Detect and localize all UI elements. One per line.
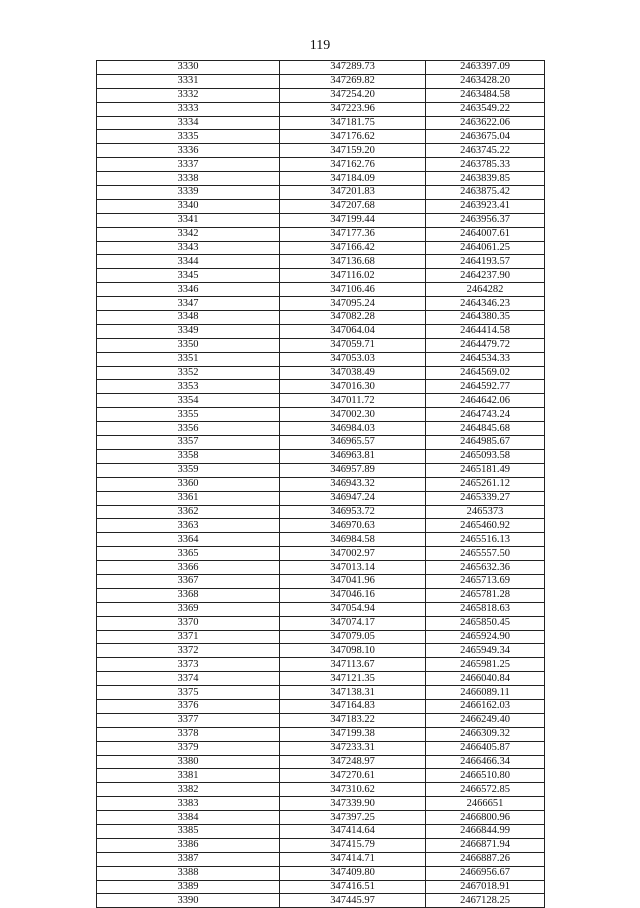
x-coordinate-cell: 347199.38 [280,727,426,741]
y-coordinate-cell: 2464346.23 [426,297,545,311]
x-coordinate-cell: 346943.32 [280,477,426,491]
point-number-cell: 3338 [97,172,280,186]
table-row [97,380,545,394]
table-row [97,699,545,713]
table-row [97,574,545,588]
y-coordinate-cell: 2464414.58 [426,324,545,338]
x-coordinate-cell: 347310.62 [280,783,426,797]
table-row [97,755,545,769]
y-coordinate-cell: 2464743.24 [426,408,545,422]
point-number-cell: 3342 [97,227,280,241]
point-number-cell: 3380 [97,755,280,769]
x-coordinate-cell: 347184.09 [280,172,426,186]
table-row [97,713,545,727]
x-coordinate-cell: 347002.97 [280,547,426,561]
y-coordinate-cell: 2466040.84 [426,672,545,686]
table-row [97,616,545,630]
x-coordinate-cell: 347397.25 [280,811,426,825]
table-row [97,852,545,866]
x-coordinate-cell: 347053.03 [280,352,426,366]
point-number-cell: 3373 [97,658,280,672]
x-coordinate-cell: 347254.20 [280,88,426,102]
point-number-cell: 3383 [97,797,280,811]
y-coordinate-cell: 2466871.94 [426,838,545,852]
point-number-cell: 3344 [97,255,280,269]
table-row [97,838,545,852]
x-coordinate-cell: 347162.76 [280,158,426,172]
point-number-cell: 3388 [97,866,280,880]
table-row [97,644,545,658]
point-number-cell: 3345 [97,269,280,283]
x-coordinate-cell: 346947.24 [280,491,426,505]
point-number-cell: 3330 [97,61,280,75]
table-row [97,547,545,561]
point-number-cell: 3389 [97,880,280,894]
point-number-cell: 3347 [97,297,280,311]
table-row [97,533,545,547]
y-coordinate-cell: 2464380.35 [426,311,545,325]
y-coordinate-cell: 2464534.33 [426,352,545,366]
x-coordinate-cell: 347166.42 [280,241,426,255]
y-coordinate-cell: 2465713.69 [426,574,545,588]
table-row [97,588,545,602]
point-number-cell: 3370 [97,616,280,630]
x-coordinate-cell: 347270.61 [280,769,426,783]
x-coordinate-cell: 347011.72 [280,394,426,408]
page-number: 119 [309,38,331,53]
table-row [97,491,545,505]
y-coordinate-cell: 2466466.34 [426,755,545,769]
table-row [97,311,545,325]
x-coordinate-cell: 346970.63 [280,519,426,533]
point-number-cell: 3333 [97,102,280,116]
table-row [97,88,545,102]
point-number-cell: 3340 [97,199,280,213]
table-row [97,686,545,700]
y-coordinate-cell: 2465924.90 [426,630,545,644]
point-number-cell: 3369 [97,602,280,616]
table-row [97,519,545,533]
point-number-cell: 3378 [97,727,280,741]
table-row [97,894,545,908]
y-coordinate-cell: 2465557.50 [426,547,545,561]
x-coordinate-cell: 346963.81 [280,449,426,463]
point-number-cell: 3349 [97,324,280,338]
point-number-cell: 3358 [97,449,280,463]
y-coordinate-cell: 2465949.34 [426,644,545,658]
x-coordinate-cell: 346957.89 [280,463,426,477]
point-number-cell: 3355 [97,408,280,422]
table-row [97,199,545,213]
point-number-cell: 3361 [97,491,280,505]
x-coordinate-cell: 347098.10 [280,644,426,658]
point-number-cell: 3390 [97,894,280,908]
y-coordinate-cell: 2463923.41 [426,199,545,213]
point-number-cell: 3350 [97,338,280,352]
y-coordinate-cell: 2465516.13 [426,533,545,547]
x-coordinate-cell: 346984.03 [280,422,426,436]
y-coordinate-cell: 2466800.96 [426,811,545,825]
y-coordinate-cell: 2463622.06 [426,116,545,130]
table-row [97,297,545,311]
x-coordinate-cell: 347074.17 [280,616,426,630]
point-number-cell: 3360 [97,477,280,491]
x-coordinate-cell: 347038.49 [280,366,426,380]
y-coordinate-cell: 2463397.09 [426,61,545,75]
table-row [97,505,545,519]
point-number-cell: 3375 [97,686,280,700]
x-coordinate-cell: 347201.83 [280,186,426,200]
point-number-cell: 3352 [97,366,280,380]
x-coordinate-cell: 347002.30 [280,408,426,422]
y-coordinate-cell: 2464007.61 [426,227,545,241]
point-number-cell: 3337 [97,158,280,172]
table-row [97,172,545,186]
point-number-cell: 3364 [97,533,280,547]
point-number-cell: 3353 [97,380,280,394]
y-coordinate-cell: 2463549.22 [426,102,545,116]
y-coordinate-cell: 2467128.25 [426,894,545,908]
x-coordinate-cell: 347054.94 [280,602,426,616]
point-number-cell: 3372 [97,644,280,658]
table-row [97,630,545,644]
y-coordinate-cell: 2464193.57 [426,255,545,269]
y-coordinate-cell: 2465373 [426,505,545,519]
table-row [97,227,545,241]
x-coordinate-cell: 346953.72 [280,505,426,519]
table-row [97,241,545,255]
table-row [97,561,545,575]
table-row [97,477,545,491]
y-coordinate-cell: 2466887.26 [426,852,545,866]
y-coordinate-cell: 2466572.85 [426,783,545,797]
table-row [97,422,545,436]
y-coordinate-cell: 2465181.49 [426,463,545,477]
point-number-cell: 3332 [97,88,280,102]
table-row [97,880,545,894]
table-row [97,797,545,811]
x-coordinate-cell: 347415.79 [280,838,426,852]
y-coordinate-cell: 2465339.27 [426,491,545,505]
y-coordinate-cell: 2464479.72 [426,338,545,352]
y-coordinate-cell: 2465632.36 [426,561,545,575]
point-number-cell: 3365 [97,547,280,561]
y-coordinate-cell: 2463839.85 [426,172,545,186]
y-coordinate-cell: 2463956.37 [426,213,545,227]
table-row [97,824,545,838]
point-number-cell: 3335 [97,130,280,144]
y-coordinate-cell: 2463745.22 [426,144,545,158]
table-row [97,463,545,477]
table-row [97,672,545,686]
table-row [97,602,545,616]
point-number-cell: 3368 [97,588,280,602]
table-row [97,130,545,144]
y-coordinate-cell: 2464845.68 [426,422,545,436]
y-coordinate-cell: 2463675.04 [426,130,545,144]
table-row [97,449,545,463]
x-coordinate-cell: 347269.82 [280,74,426,88]
x-coordinate-cell: 347059.71 [280,338,426,352]
table-row [97,186,545,200]
point-number-cell: 3359 [97,463,280,477]
point-number-cell: 3334 [97,116,280,130]
x-coordinate-cell: 347159.20 [280,144,426,158]
point-number-cell: 3374 [97,672,280,686]
x-coordinate-cell: 347181.75 [280,116,426,130]
point-number-cell: 3387 [97,852,280,866]
y-coordinate-cell: 2464061.25 [426,241,545,255]
point-number-cell: 3384 [97,811,280,825]
x-coordinate-cell: 347121.35 [280,672,426,686]
table-row [97,436,545,450]
y-coordinate-cell: 2465781.28 [426,588,545,602]
y-coordinate-cell: 2466249.40 [426,713,545,727]
x-coordinate-cell: 347064.04 [280,324,426,338]
x-coordinate-cell: 346984.58 [280,533,426,547]
y-coordinate-cell: 2466651 [426,797,545,811]
y-coordinate-cell: 2464237.90 [426,269,545,283]
table-row [97,866,545,880]
x-coordinate-cell: 347136.68 [280,255,426,269]
x-coordinate-cell: 347013.14 [280,561,426,575]
x-coordinate-cell: 347079.05 [280,630,426,644]
table-row [97,213,545,227]
point-number-cell: 3351 [97,352,280,366]
table-row [97,769,545,783]
point-number-cell: 3377 [97,713,280,727]
x-coordinate-cell: 347176.62 [280,130,426,144]
table-row [97,283,545,297]
x-coordinate-cell: 347248.97 [280,755,426,769]
y-coordinate-cell: 2466089.11 [426,686,545,700]
x-coordinate-cell: 347113.67 [280,658,426,672]
point-number-cell: 3339 [97,186,280,200]
y-coordinate-cell: 2463875.42 [426,186,545,200]
point-number-cell: 3356 [97,422,280,436]
y-coordinate-cell: 2465261.12 [426,477,545,491]
table-row [97,408,545,422]
table-row [97,338,545,352]
y-coordinate-cell: 2465818.63 [426,602,545,616]
table-row [97,394,545,408]
point-number-cell: 3376 [97,699,280,713]
x-coordinate-cell: 347095.24 [280,297,426,311]
x-coordinate-cell: 347041.96 [280,574,426,588]
y-coordinate-cell: 2466844.99 [426,824,545,838]
point-number-cell: 3379 [97,741,280,755]
y-coordinate-cell: 2466956.67 [426,866,545,880]
y-coordinate-cell: 2464592.77 [426,380,545,394]
x-coordinate-cell: 347177.36 [280,227,426,241]
table-row [97,255,545,269]
point-number-cell: 3341 [97,213,280,227]
point-number-cell: 3381 [97,769,280,783]
table-row [97,158,545,172]
point-number-cell: 3367 [97,574,280,588]
point-number-cell: 3382 [97,783,280,797]
y-coordinate-cell: 2465981.25 [426,658,545,672]
point-number-cell: 3362 [97,505,280,519]
x-coordinate-cell: 347223.96 [280,102,426,116]
y-coordinate-cell: 2465850.45 [426,616,545,630]
x-coordinate-cell: 347289.73 [280,61,426,75]
x-coordinate-cell: 347016.30 [280,380,426,394]
point-number-cell: 3354 [97,394,280,408]
coordinates-table [96,60,545,908]
y-coordinate-cell: 2464569.02 [426,366,545,380]
point-number-cell: 3366 [97,561,280,575]
point-number-cell: 3331 [97,74,280,88]
point-number-cell: 3343 [97,241,280,255]
y-coordinate-cell: 2463484.58 [426,88,545,102]
x-coordinate-cell: 347199.44 [280,213,426,227]
x-coordinate-cell: 347416.51 [280,880,426,894]
point-number-cell: 3371 [97,630,280,644]
x-coordinate-cell: 347339.90 [280,797,426,811]
point-number-cell: 3357 [97,436,280,450]
point-number-cell: 3363 [97,519,280,533]
x-coordinate-cell: 347164.83 [280,699,426,713]
point-number-cell: 3346 [97,283,280,297]
x-coordinate-cell: 347414.64 [280,824,426,838]
table-row [97,269,545,283]
y-coordinate-cell: 2467018.91 [426,880,545,894]
table-row [97,102,545,116]
x-coordinate-cell: 347409.80 [280,866,426,880]
y-coordinate-cell: 2463785.33 [426,158,545,172]
x-coordinate-cell: 347414.71 [280,852,426,866]
x-coordinate-cell: 347207.68 [280,199,426,213]
x-coordinate-cell: 347183.22 [280,713,426,727]
table-row [97,366,545,380]
x-coordinate-cell: 346965.57 [280,436,426,450]
table-row [97,658,545,672]
y-coordinate-cell: 2463428.20 [426,74,545,88]
x-coordinate-cell: 347046.16 [280,588,426,602]
point-number-cell: 3385 [97,824,280,838]
y-coordinate-cell: 2464985.67 [426,436,545,450]
y-coordinate-cell: 2466510.80 [426,769,545,783]
table-row [97,811,545,825]
y-coordinate-cell: 2466162.03 [426,699,545,713]
table-row [97,352,545,366]
x-coordinate-cell: 347445.97 [280,894,426,908]
point-number-cell: 3386 [97,838,280,852]
x-coordinate-cell: 347116.02 [280,269,426,283]
x-coordinate-cell: 347082.28 [280,311,426,325]
y-coordinate-cell: 2466405.87 [426,741,545,755]
table-row [97,61,545,75]
table-row [97,144,545,158]
y-coordinate-cell: 2465460.92 [426,519,545,533]
x-coordinate-cell: 347138.31 [280,686,426,700]
x-coordinate-cell: 347233.31 [280,741,426,755]
y-coordinate-cell: 2465093.58 [426,449,545,463]
table-row [97,74,545,88]
table-row [97,741,545,755]
y-coordinate-cell: 2464642.06 [426,394,545,408]
point-number-cell: 3336 [97,144,280,158]
table-row [97,324,545,338]
table-row [97,783,545,797]
point-number-cell: 3348 [97,311,280,325]
x-coordinate-cell: 347106.46 [280,283,426,297]
y-coordinate-cell: 2464282 [426,283,545,297]
y-coordinate-cell: 2466309.32 [426,727,545,741]
table-row [97,727,545,741]
table-row [97,116,545,130]
